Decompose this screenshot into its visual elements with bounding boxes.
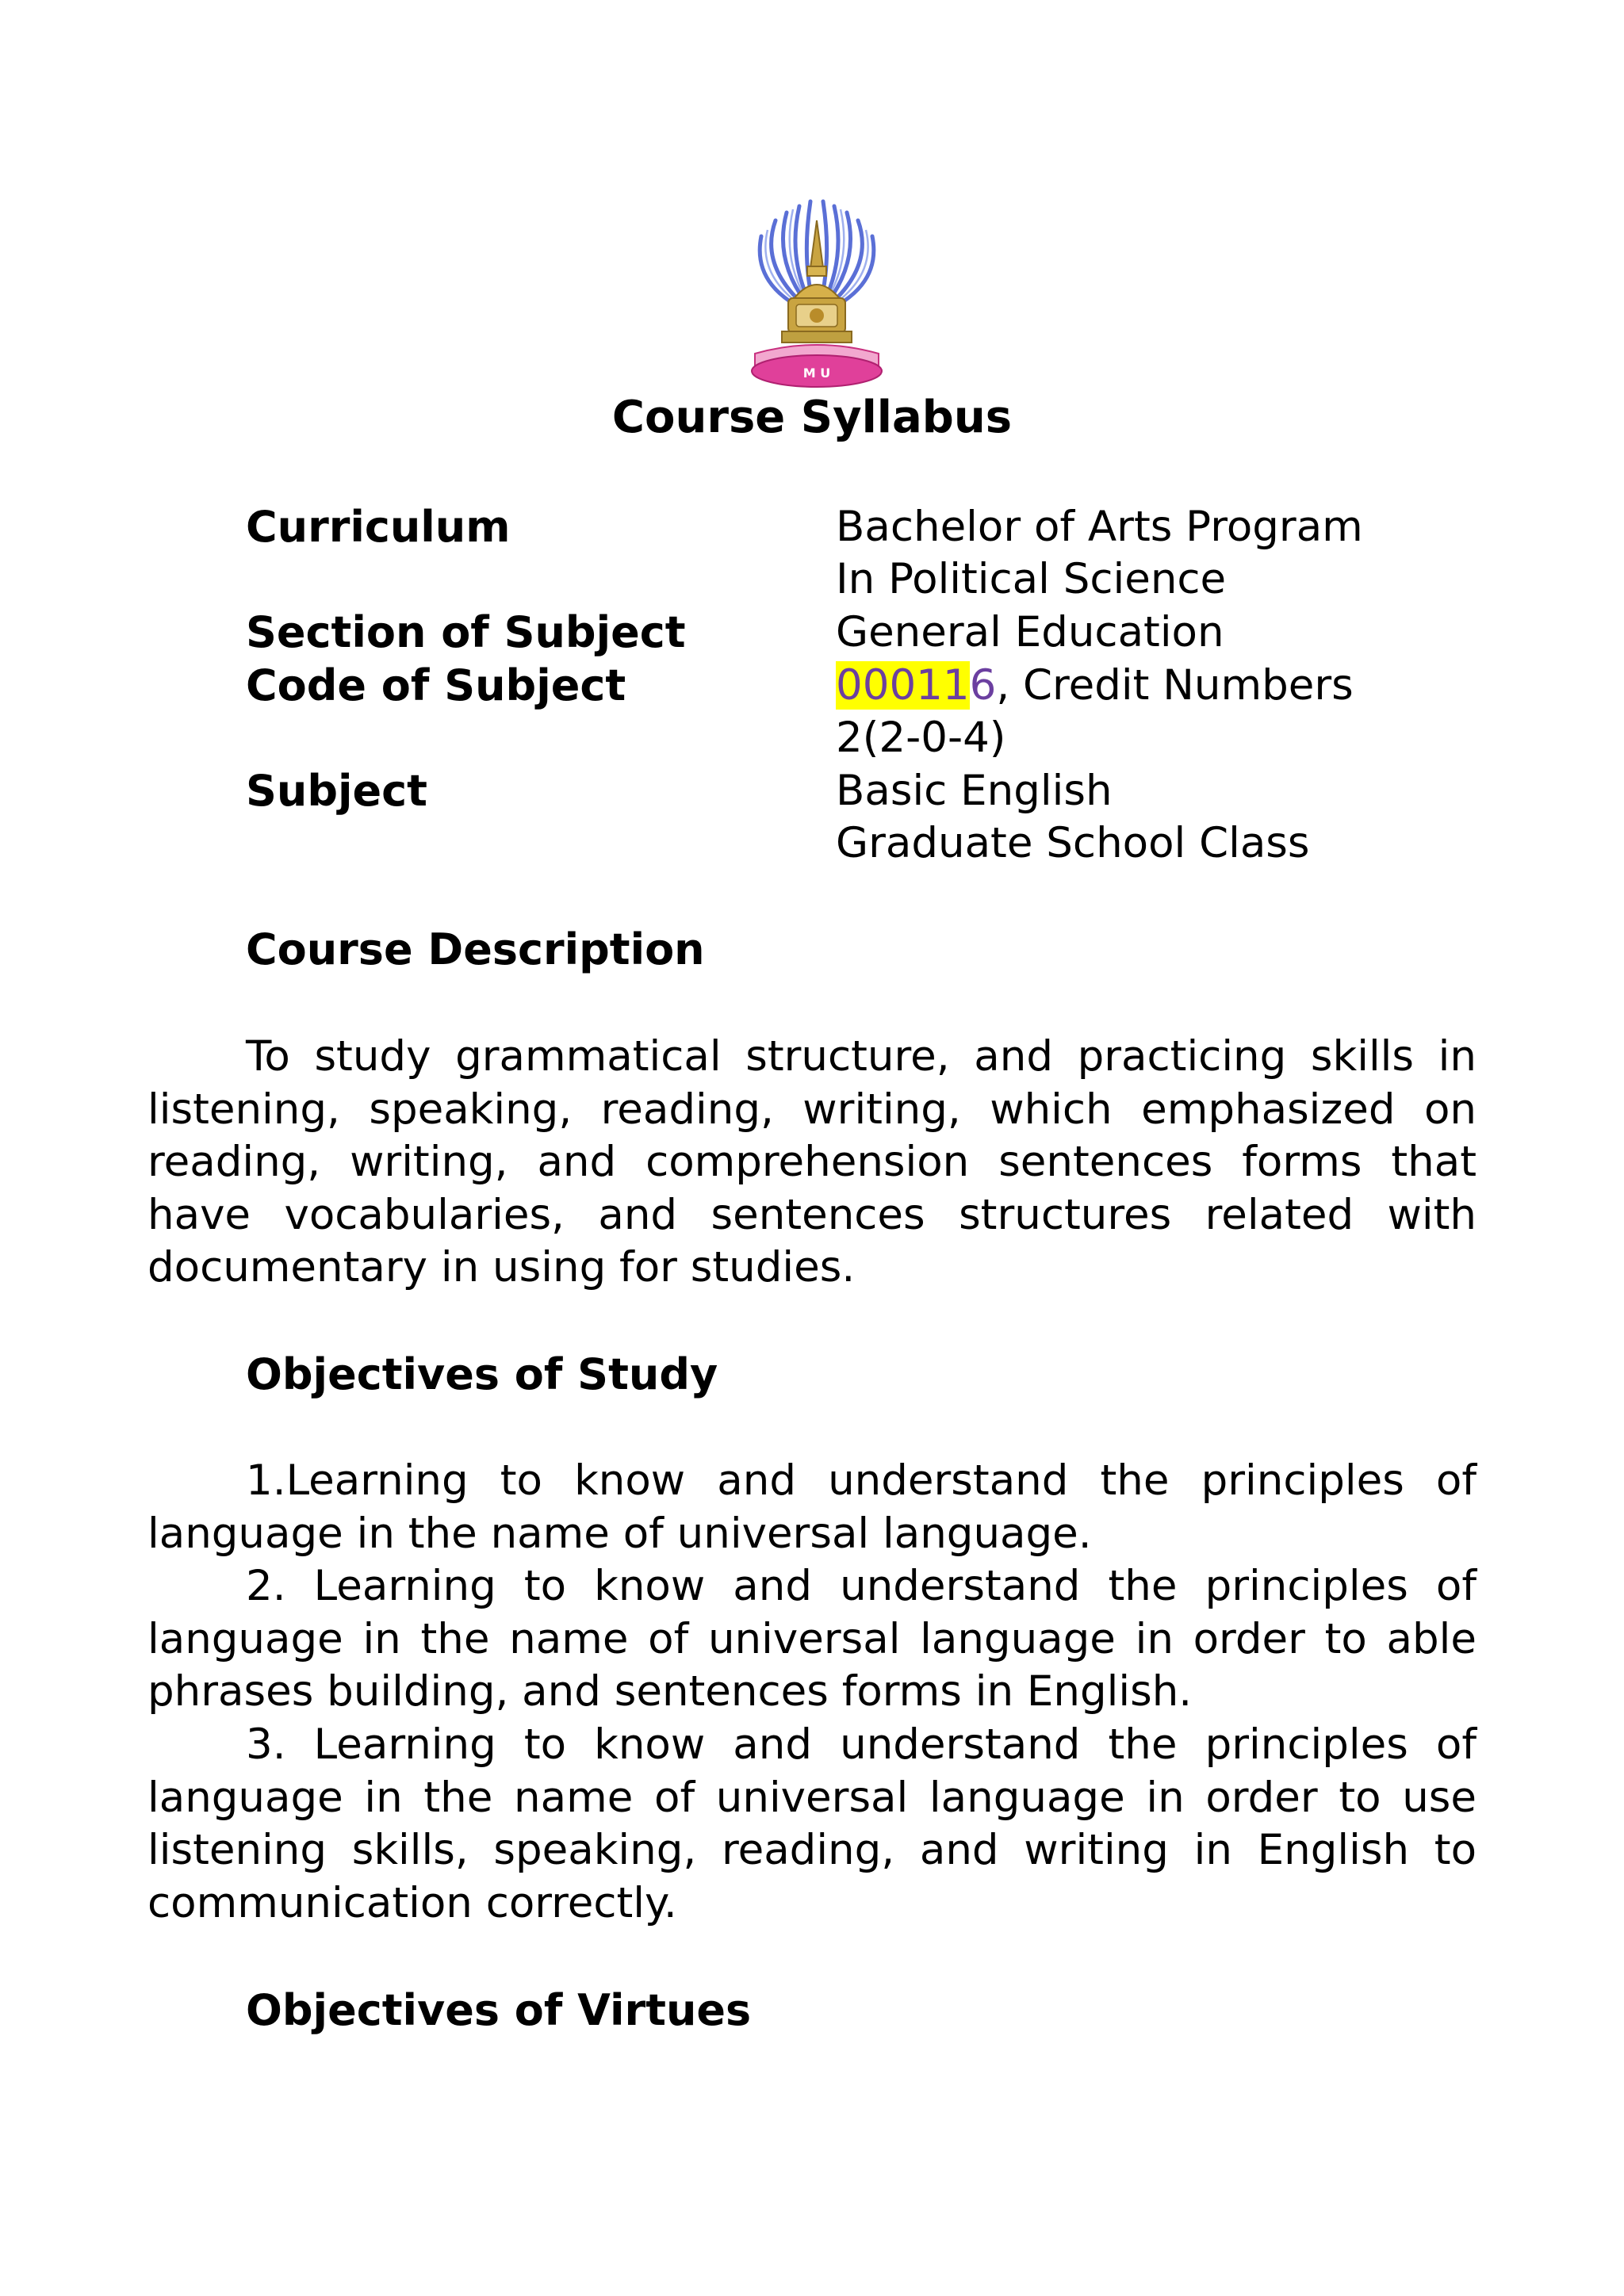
curriculum-value-line2: In Political Science xyxy=(836,555,1227,603)
objective-item-2: 2. Learning to know and understand the principles of language in the name of universal language in order to able phrases building, and sentences forms in English. xyxy=(147,1562,1477,1716)
objective-item-3: 3. Learning to know and understand the principles of language in the name of universal language in order to use listening skills, speaking, reading, and writing in English to communication correctly. xyxy=(147,1720,1477,1927)
subject-value-line2: Graduate School Class xyxy=(836,819,1310,867)
objectives-study-heading: Objectives of Study xyxy=(246,1349,718,1399)
credit-numbers-label: , Credit Numbers xyxy=(996,661,1354,710)
subject-value-line1: Basic English xyxy=(836,767,1113,815)
section-label: Section of Subject xyxy=(246,607,686,657)
credit-value: 2(2-0-4) xyxy=(836,714,1006,762)
code-label: Code of Subject xyxy=(246,660,626,710)
code-digit: 6 xyxy=(969,661,997,710)
objectives-virtues-heading: Objectives of Virtues xyxy=(246,1985,752,2035)
page-title: Course Syllabus xyxy=(611,392,1013,443)
code-highlight: 00011 xyxy=(836,661,970,710)
section-value: General Education xyxy=(836,608,1224,656)
svg-text:M U: M U xyxy=(802,365,831,381)
curriculum-value-line1: Bachelor of Arts Program xyxy=(836,503,1363,551)
subject-label: Subject xyxy=(246,766,427,816)
university-emblem-icon xyxy=(737,197,896,393)
curriculum-label: Curriculum xyxy=(246,502,511,552)
code-value xyxy=(836,660,1354,712)
course-description-heading: Course Description xyxy=(246,924,705,974)
course-description-text: To study grammatical structure, and practicing skills in listening, speaking, reading, writing, which emphasized on reading, writing, and comprehension sentences forms that have vocabularies, and sentences structures related with documentary in using for studies. xyxy=(147,1032,1477,1292)
objective-item-1: 1.Learning to know and understand the principles of language in the name of universal language. xyxy=(147,1456,1477,1558)
